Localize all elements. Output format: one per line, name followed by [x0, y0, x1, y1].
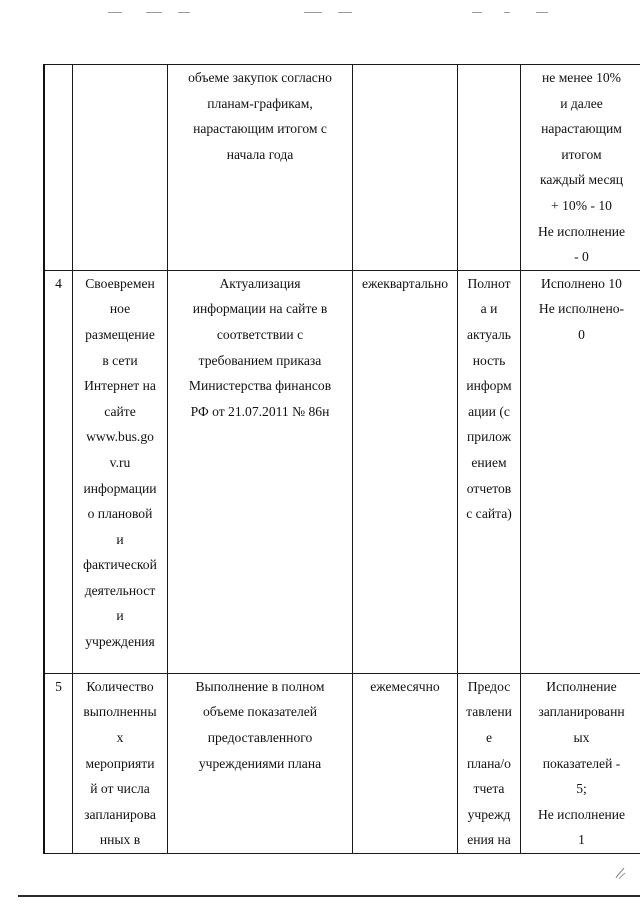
score-cell: не менее 10% и далее нарастающим итогом каждый месяц + 10% - 10 Не исполнение - 0 — [521, 65, 640, 271]
source-cell — [458, 65, 521, 271]
indicator-cell: Количество выполненны х мероприяти й от числа запланирова нных в — [73, 673, 168, 853]
scan-artifact-top — [108, 12, 548, 14]
page-bottom-edge — [18, 895, 640, 897]
source-cell: Предос тавлени е плана/о тчета учрежд ения на — [458, 673, 521, 853]
table-row — [44, 65, 640, 271]
indicator-cell — [73, 65, 168, 271]
scan-mark-icon — [614, 866, 626, 880]
criteria-cell: объеме закупок согласно планам-графикам, нарастающим итогом с начала года — [168, 65, 353, 271]
period-cell: ежемесячно — [353, 673, 458, 853]
row-number-cell — [44, 65, 73, 271]
table-row — [44, 270, 640, 673]
period-cell — [353, 65, 458, 271]
score-cell: Исполнено 10 Не исполнено- 0 — [521, 270, 640, 673]
criteria-cell: Актуализация информации на сайте в соответствии с требованием приказа Министерства финансов РФ от 21.07.2011 № 86н — [168, 270, 353, 673]
indicator-cell: Своевремен ное размещение в сети Интернет на сайте www.bus.go v.ru информации о плановой и фактической деятельност и учреждения — [73, 270, 168, 673]
source-cell: Полнот а и актуаль ность информ ации (с прилож ением отчетов с сайта) — [458, 270, 521, 673]
score-cell: Исполнение запланированн ых показателей - 5; Не исполнение 1 — [521, 673, 640, 853]
row-number-cell: 4 — [44, 270, 73, 673]
period-cell: ежеквартально — [353, 270, 458, 673]
row-number-cell: 5 — [44, 673, 73, 853]
criteria-table — [43, 64, 640, 854]
table-row — [44, 673, 640, 853]
criteria-cell: Выполнение в полном объеме показателей предоставленного учреждениями плана — [168, 673, 353, 853]
